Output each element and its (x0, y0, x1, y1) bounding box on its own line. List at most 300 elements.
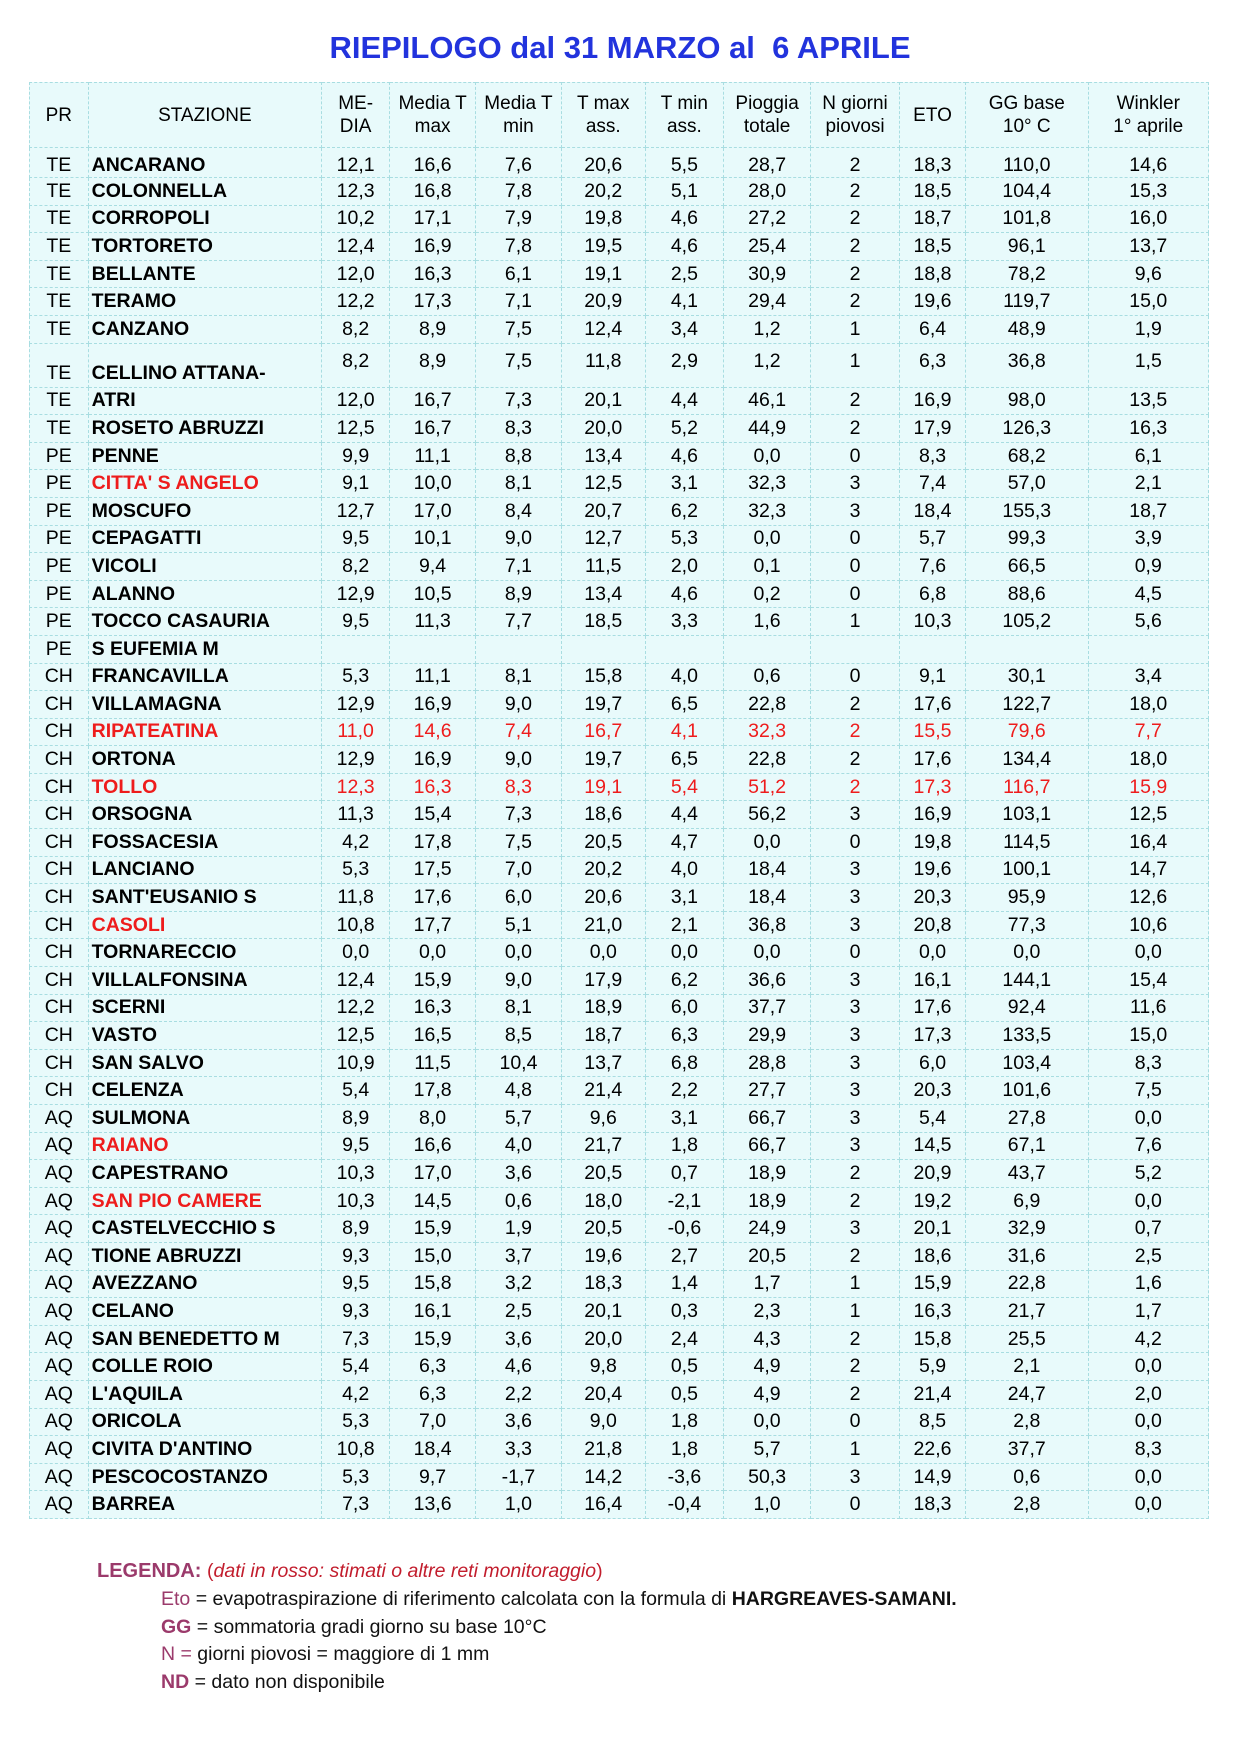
t-max-ass-cell: 18,6 (561, 801, 645, 829)
station-name-cell: CELENZA (88, 1077, 321, 1105)
media-cell: 10,8 (322, 1436, 390, 1464)
station-name-cell: CITTA' S ANGELO (88, 470, 321, 498)
pioggia-totale-cell: 18,9 (724, 1187, 811, 1215)
t-max-ass-cell: 20,6 (561, 148, 645, 178)
gg-base-cell: 144,1 (966, 967, 1089, 995)
media-cell: 12,5 (322, 1022, 390, 1050)
media-cell: 12,4 (322, 967, 390, 995)
media-t-min-cell: 6,1 (476, 260, 562, 288)
n-giorni-piovosi-cell: 0 (811, 829, 900, 857)
media-t-min-cell: 4,6 (476, 1353, 562, 1381)
eto-cell: 16,1 (900, 967, 966, 995)
province-cell: TE (30, 260, 89, 288)
legend-paren-open: ( (207, 1560, 214, 1582)
table-row (30, 233, 1209, 261)
table-row (30, 1298, 1209, 1326)
header-pr: PR (30, 83, 89, 148)
province-cell: AQ (30, 1132, 89, 1160)
media-cell: 5,3 (322, 856, 390, 884)
gg-base-cell: 43,7 (966, 1160, 1089, 1188)
province-cell: TE (30, 315, 89, 343)
gg-base-cell: 103,1 (966, 801, 1089, 829)
media-cell: 12,9 (322, 746, 390, 774)
media-t-min-cell: 8,1 (476, 663, 562, 691)
table-row (30, 829, 1209, 857)
media-t-max-cell: 16,8 (390, 178, 476, 206)
table-row (30, 260, 1209, 288)
media-t-min-cell: 9,0 (476, 967, 562, 995)
header-stazione: STAZIONE (88, 83, 321, 148)
media-cell: 5,3 (322, 1408, 390, 1436)
province-cell: CH (30, 801, 89, 829)
station-name-cell: BELLANTE (88, 260, 321, 288)
table-row (30, 1380, 1209, 1408)
t-max-ass-cell: 16,4 (561, 1491, 645, 1519)
media-t-min-cell: 4,0 (476, 1132, 562, 1160)
t-min-ass-cell: 0,5 (645, 1380, 724, 1408)
pioggia-totale-cell: 1,2 (724, 315, 811, 343)
table-row (30, 1270, 1209, 1298)
media-t-max-cell: 17,1 (390, 205, 476, 233)
table-row (30, 911, 1209, 939)
t-max-ass-cell: 15,8 (561, 663, 645, 691)
media-t-max-cell: 16,7 (390, 387, 476, 415)
media-t-min-cell: 8,5 (476, 1022, 562, 1050)
station-name-cell: SAN BENEDETTO M (88, 1325, 321, 1353)
pioggia-totale-cell: 4,9 (724, 1380, 811, 1408)
winkler-cell: 1,9 (1088, 315, 1209, 343)
pioggia-totale-cell: 18,4 (724, 856, 811, 884)
media-t-min-cell: 7,5 (476, 343, 562, 387)
n-giorni-piovosi-cell: 1 (811, 343, 900, 387)
table-row (30, 442, 1209, 470)
t-min-ass-cell: 4,6 (645, 233, 724, 261)
pioggia-totale-cell: 1,0 (724, 1491, 811, 1519)
winkler-cell: 12,5 (1088, 801, 1209, 829)
n-giorni-piovosi-cell: 0 (811, 663, 900, 691)
media-t-min-cell: 0,6 (476, 1187, 562, 1215)
gg-base-cell: 110,0 (966, 148, 1089, 178)
station-name-cell: MOSCUFO (88, 497, 321, 525)
pioggia-totale-cell: 32,3 (724, 718, 811, 746)
eto-cell: 8,5 (900, 1408, 966, 1436)
header-n-giorni-piovosi: N giorni piovosi (811, 83, 900, 148)
media-t-min-cell (476, 635, 562, 663)
t-max-ass-cell: 19,1 (561, 773, 645, 801)
media-t-min-cell: 7,8 (476, 233, 562, 261)
media-t-max-cell: 15,4 (390, 801, 476, 829)
gg-base-cell: 98,0 (966, 387, 1089, 415)
t-min-ass-cell: 2,9 (645, 343, 724, 387)
table-row (30, 1408, 1209, 1436)
table-row (30, 148, 1209, 178)
n-giorni-piovosi-cell: 2 (811, 773, 900, 801)
media-t-max-cell: 16,5 (390, 1022, 476, 1050)
gg-base-cell: 101,8 (966, 205, 1089, 233)
media-cell: 12,0 (322, 260, 390, 288)
media-t-max-cell: 11,1 (390, 442, 476, 470)
media-cell: 12,5 (322, 415, 390, 443)
station-name-cell: VILLALFONSINA (88, 967, 321, 995)
n-giorni-piovosi-cell: 3 (811, 801, 900, 829)
province-cell: PE (30, 608, 89, 636)
winkler-cell: 11,6 (1088, 994, 1209, 1022)
t-max-ass-cell: 20,5 (561, 1215, 645, 1243)
table-row (30, 1049, 1209, 1077)
media-t-max-cell: 8,9 (390, 315, 476, 343)
t-min-ass-cell: 4,6 (645, 442, 724, 470)
t-min-ass-cell: 1,8 (645, 1436, 724, 1464)
gg-base-cell: 2,8 (966, 1408, 1089, 1436)
table-row (30, 1132, 1209, 1160)
winkler-cell: 18,0 (1088, 691, 1209, 719)
media-t-max-cell: 17,7 (390, 911, 476, 939)
media-t-min-cell: 9,0 (476, 525, 562, 553)
station-name-cell: ROSETO ABRUZZI (88, 415, 321, 443)
n-giorni-piovosi-cell: 0 (811, 553, 900, 581)
province-cell: TE (30, 205, 89, 233)
t-max-ass-cell: 19,7 (561, 691, 645, 719)
n-giorni-piovosi-cell: 3 (811, 884, 900, 912)
media-t-min-cell: 7,8 (476, 178, 562, 206)
table-row (30, 343, 1209, 387)
media-t-min-cell: 2,5 (476, 1298, 562, 1326)
n-giorni-piovosi-cell: 1 (811, 315, 900, 343)
table-row (30, 525, 1209, 553)
pioggia-totale-cell: 0,0 (724, 1408, 811, 1436)
eto-cell: 8,3 (900, 442, 966, 470)
media-t-max-cell: 11,3 (390, 608, 476, 636)
media-t-min-cell: 1,9 (476, 1215, 562, 1243)
province-cell: TE (30, 343, 89, 387)
media-t-min-cell: 3,6 (476, 1160, 562, 1188)
winkler-cell: 6,1 (1088, 442, 1209, 470)
t-max-ass-cell: 20,2 (561, 856, 645, 884)
pioggia-totale-cell: 0,0 (724, 939, 811, 967)
legend-nd-text: = dato non disponibile (189, 1671, 385, 1693)
media-t-min-cell: 7,9 (476, 205, 562, 233)
n-giorni-piovosi-cell: 3 (811, 994, 900, 1022)
media-cell: 9,3 (322, 1242, 390, 1270)
gg-base-cell: 77,3 (966, 911, 1089, 939)
province-cell: CH (30, 829, 89, 857)
province-cell: AQ (30, 1408, 89, 1436)
pioggia-totale-cell: 36,6 (724, 967, 811, 995)
legend-title: LEGENDA: (97, 1560, 207, 1582)
n-giorni-piovosi-cell: 2 (811, 1160, 900, 1188)
media-t-max-cell: 15,9 (390, 1325, 476, 1353)
n-giorni-piovosi-cell: 2 (811, 718, 900, 746)
table-row (30, 801, 1209, 829)
media-t-min-cell: 7,3 (476, 801, 562, 829)
t-min-ass-cell: 3,1 (645, 884, 724, 912)
winkler-cell: 7,6 (1088, 1132, 1209, 1160)
t-min-ass-cell: 6,3 (645, 1022, 724, 1050)
t-min-ass-cell: 2,5 (645, 260, 724, 288)
media-t-max-cell: 10,0 (390, 470, 476, 498)
province-cell: TE (30, 233, 89, 261)
station-name-cell: TERAMO (88, 288, 321, 316)
table-row (30, 663, 1209, 691)
t-min-ass-cell: -0,4 (645, 1491, 724, 1519)
gg-base-cell: 78,2 (966, 260, 1089, 288)
media-cell: 5,3 (322, 663, 390, 691)
winkler-cell: 8,3 (1088, 1049, 1209, 1077)
t-min-ass-cell: 6,2 (645, 967, 724, 995)
pioggia-totale-cell: 30,9 (724, 260, 811, 288)
media-cell: 12,3 (322, 178, 390, 206)
pioggia-totale-cell: 50,3 (724, 1463, 811, 1491)
media-t-max-cell: 15,0 (390, 1242, 476, 1270)
header-media: ME- DIA (322, 83, 390, 148)
media-t-max-cell: 18,4 (390, 1436, 476, 1464)
gg-base-cell: 66,5 (966, 553, 1089, 581)
table-row (30, 387, 1209, 415)
t-min-ass-cell: 3,1 (645, 470, 724, 498)
media-cell: 11,3 (322, 801, 390, 829)
eto-cell: 18,5 (900, 178, 966, 206)
province-cell: AQ (30, 1270, 89, 1298)
station-name-cell: RAIANO (88, 1132, 321, 1160)
winkler-cell: 0,0 (1088, 1463, 1209, 1491)
t-max-ass-cell (561, 635, 645, 663)
province-cell: AQ (30, 1187, 89, 1215)
gg-base-cell: 32,9 (966, 1215, 1089, 1243)
eto-cell: 22,6 (900, 1436, 966, 1464)
t-max-ass-cell: 18,3 (561, 1270, 645, 1298)
media-t-max-cell: 16,3 (390, 994, 476, 1022)
province-cell: TE (30, 387, 89, 415)
media-t-max-cell: 17,5 (390, 856, 476, 884)
province-cell: CH (30, 1077, 89, 1105)
media-t-min-cell: 7,3 (476, 387, 562, 415)
province-cell: PE (30, 470, 89, 498)
winkler-cell: 9,6 (1088, 260, 1209, 288)
winkler-cell: 16,0 (1088, 205, 1209, 233)
media-t-min-cell: 3,6 (476, 1408, 562, 1436)
media-t-max-cell: 11,5 (390, 1049, 476, 1077)
eto-cell: 18,6 (900, 1242, 966, 1270)
gg-base-cell: 57,0 (966, 470, 1089, 498)
province-cell: CH (30, 691, 89, 719)
eto-cell: 5,7 (900, 525, 966, 553)
eto-cell: 16,3 (900, 1298, 966, 1326)
gg-base-cell (966, 635, 1089, 663)
pioggia-totale-cell: 56,2 (724, 801, 811, 829)
eto-cell: 5,9 (900, 1353, 966, 1381)
gg-base-cell: 0,0 (966, 939, 1089, 967)
eto-cell: 20,9 (900, 1160, 966, 1188)
media-t-max-cell: 9,7 (390, 1463, 476, 1491)
gg-base-cell: 95,9 (966, 884, 1089, 912)
winkler-cell: 0,0 (1088, 1408, 1209, 1436)
pioggia-totale-cell: 1,2 (724, 343, 811, 387)
n-giorni-piovosi-cell: 2 (811, 148, 900, 178)
t-max-ass-cell: 17,9 (561, 967, 645, 995)
pioggia-totale-cell: 20,5 (724, 1242, 811, 1270)
winkler-cell: 2,5 (1088, 1242, 1209, 1270)
station-name-cell: SULMONA (88, 1105, 321, 1133)
media-t-min-cell: 2,2 (476, 1380, 562, 1408)
t-min-ass-cell: 5,5 (645, 148, 724, 178)
t-max-ass-cell: 12,7 (561, 525, 645, 553)
province-cell: CH (30, 967, 89, 995)
province-cell: PE (30, 580, 89, 608)
eto-cell: 18,4 (900, 497, 966, 525)
winkler-cell: 15,3 (1088, 178, 1209, 206)
gg-base-cell: 134,4 (966, 746, 1089, 774)
media-cell: 10,3 (322, 1160, 390, 1188)
station-name-cell: ANCARANO (88, 148, 321, 178)
pioggia-totale-cell: 37,7 (724, 994, 811, 1022)
winkler-cell: 13,5 (1088, 387, 1209, 415)
media-cell: 10,8 (322, 911, 390, 939)
eto-cell: 6,3 (900, 343, 966, 387)
n-giorni-piovosi-cell: 3 (811, 1132, 900, 1160)
gg-base-cell: 48,9 (966, 315, 1089, 343)
province-cell: PE (30, 497, 89, 525)
gg-base-cell: 96,1 (966, 233, 1089, 261)
t-max-ass-cell: 20,7 (561, 497, 645, 525)
table-row (30, 1077, 1209, 1105)
eto-cell: 18,7 (900, 205, 966, 233)
station-name-cell: FRANCAVILLA (88, 663, 321, 691)
station-name-cell: LANCIANO (88, 856, 321, 884)
media-t-max-cell: 6,3 (390, 1353, 476, 1381)
table-row (30, 178, 1209, 206)
table-row (30, 470, 1209, 498)
media-cell: 10,3 (322, 1187, 390, 1215)
media-t-max-cell: 10,1 (390, 525, 476, 553)
t-max-ass-cell: 20,1 (561, 387, 645, 415)
media-cell: 9,5 (322, 1132, 390, 1160)
media-t-max-cell: 0,0 (390, 939, 476, 967)
winkler-cell: 1,6 (1088, 1270, 1209, 1298)
pioggia-totale-cell: 4,3 (724, 1325, 811, 1353)
gg-base-cell: 99,3 (966, 525, 1089, 553)
media-t-min-cell: 3,3 (476, 1436, 562, 1464)
media-cell: 12,4 (322, 233, 390, 261)
province-cell: CH (30, 773, 89, 801)
pioggia-totale-cell: 66,7 (724, 1132, 811, 1160)
pioggia-totale-cell: 36,8 (724, 911, 811, 939)
station-name-cell: SAN SALVO (88, 1049, 321, 1077)
gg-base-cell: 0,6 (966, 1463, 1089, 1491)
winkler-cell: 2,1 (1088, 470, 1209, 498)
media-t-max-cell: 16,9 (390, 233, 476, 261)
pioggia-totale-cell: 28,0 (724, 178, 811, 206)
winkler-cell: 18,7 (1088, 497, 1209, 525)
gg-base-cell: 22,8 (966, 1270, 1089, 1298)
table-row (30, 205, 1209, 233)
station-name-cell: L'AQUILA (88, 1380, 321, 1408)
gg-base-cell: 105,2 (966, 608, 1089, 636)
media-t-min-cell: 8,1 (476, 994, 562, 1022)
n-giorni-piovosi-cell: 2 (811, 1325, 900, 1353)
header-t-max-ass: T max ass. (561, 83, 645, 148)
t-min-ass-cell: 0,3 (645, 1298, 724, 1326)
media-t-max-cell (390, 635, 476, 663)
t-min-ass-cell: 0,5 (645, 1353, 724, 1381)
pioggia-totale-cell: 28,8 (724, 1049, 811, 1077)
station-name-cell: TOCCO CASAURIA (88, 608, 321, 636)
station-name-cell: TORTORETO (88, 233, 321, 261)
province-cell: TE (30, 178, 89, 206)
table-row (30, 497, 1209, 525)
station-name-cell: CAPESTRANO (88, 1160, 321, 1188)
table-row (30, 1325, 1209, 1353)
province-cell: CH (30, 718, 89, 746)
t-max-ass-cell: 20,0 (561, 1325, 645, 1353)
n-giorni-piovosi-cell: 2 (811, 1380, 900, 1408)
gg-base-cell: 101,6 (966, 1077, 1089, 1105)
media-t-max-cell: 16,3 (390, 260, 476, 288)
n-giorni-piovosi-cell: 2 (811, 415, 900, 443)
pioggia-totale-cell: 0,0 (724, 829, 811, 857)
winkler-cell: 13,7 (1088, 233, 1209, 261)
gg-base-cell: 116,7 (966, 773, 1089, 801)
legend-heading (97, 1560, 603, 1583)
media-cell: 9,5 (322, 1270, 390, 1298)
t-max-ass-cell: 20,2 (561, 178, 645, 206)
station-name-cell: S EUFEMIA M (88, 635, 321, 663)
media-t-max-cell: 17,8 (390, 829, 476, 857)
t-max-ass-cell: 18,9 (561, 994, 645, 1022)
table-row (30, 1463, 1209, 1491)
media-t-min-cell: 8,9 (476, 580, 562, 608)
media-t-max-cell: 15,8 (390, 1270, 476, 1298)
t-min-ass-cell: 4,4 (645, 387, 724, 415)
media-t-min-cell: 10,4 (476, 1049, 562, 1077)
pioggia-totale-cell: 29,4 (724, 288, 811, 316)
t-min-ass-cell: 1,8 (645, 1408, 724, 1436)
t-min-ass-cell: 6,5 (645, 746, 724, 774)
legend-nd (161, 1671, 385, 1694)
winkler-cell: 14,7 (1088, 856, 1209, 884)
legend-n-text: giorni piovosi = maggiore di 1 mm (191, 1643, 490, 1665)
media-cell: 5,4 (322, 1353, 390, 1381)
media-t-min-cell: 1,0 (476, 1491, 562, 1519)
media-t-min-cell: 8,3 (476, 415, 562, 443)
eto-cell: 5,4 (900, 1105, 966, 1133)
n-giorni-piovosi-cell: 3 (811, 967, 900, 995)
province-cell: CH (30, 884, 89, 912)
header-eto: ETO (900, 83, 966, 148)
t-max-ass-cell: 21,4 (561, 1077, 645, 1105)
t-min-ass-cell (645, 635, 724, 663)
table-row (30, 608, 1209, 636)
winkler-cell: 0,0 (1088, 1187, 1209, 1215)
province-cell: CH (30, 939, 89, 967)
pioggia-totale-cell: 27,2 (724, 205, 811, 233)
t-min-ass-cell: 5,2 (645, 415, 724, 443)
media-cell: 9,9 (322, 442, 390, 470)
eto-cell: 14,9 (900, 1463, 966, 1491)
table-row (30, 1353, 1209, 1381)
media-t-min-cell: 7,6 (476, 148, 562, 178)
header-t-min-ass: T min ass. (645, 83, 724, 148)
winkler-cell: 4,2 (1088, 1325, 1209, 1353)
t-max-ass-cell: 20,5 (561, 829, 645, 857)
gg-base-cell: 27,8 (966, 1105, 1089, 1133)
winkler-cell: 15,4 (1088, 967, 1209, 995)
eto-cell: 17,3 (900, 1022, 966, 1050)
winkler-cell: 7,7 (1088, 718, 1209, 746)
n-giorni-piovosi-cell: 2 (811, 178, 900, 206)
eto-cell: 6,8 (900, 580, 966, 608)
winkler-cell: 0,7 (1088, 1215, 1209, 1243)
media-t-min-cell: -1,7 (476, 1463, 562, 1491)
